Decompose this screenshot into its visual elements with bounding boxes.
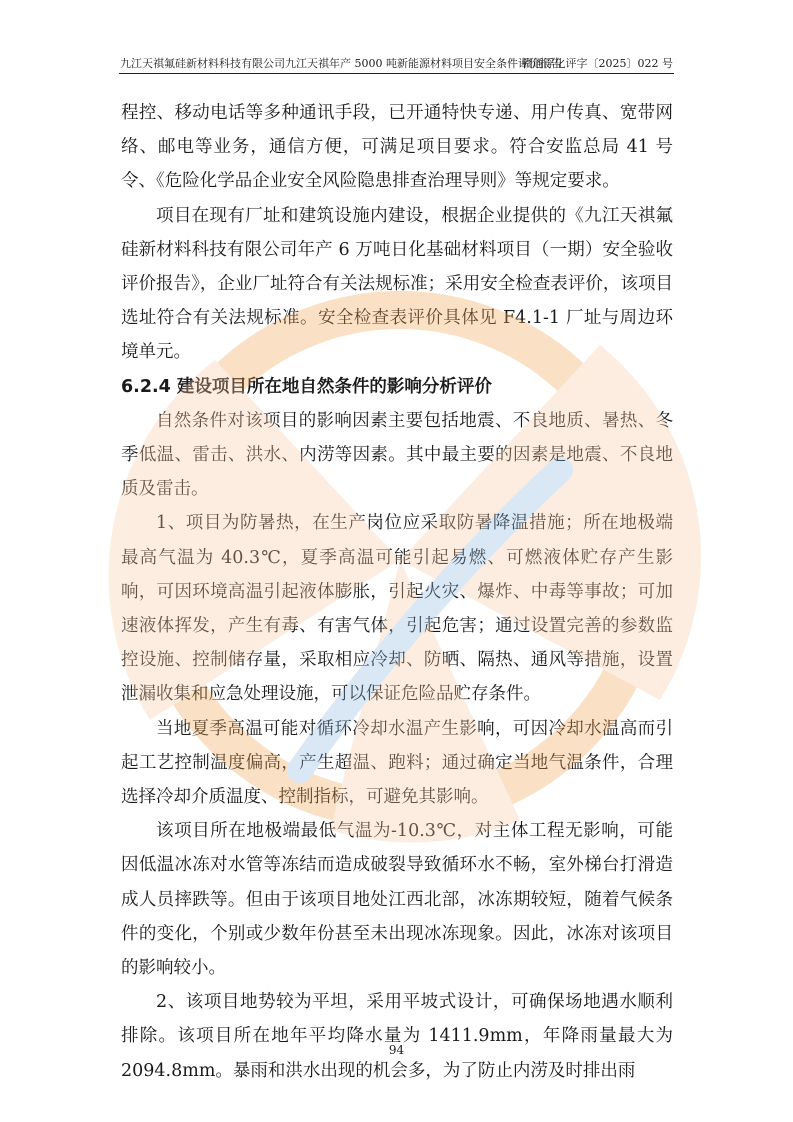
page-number: 94	[388, 1043, 405, 1057]
paragraph-site-selection: 项目在现有厂址和建筑设施内建设，根据企业提供的《九江天祺氟硅新材料科技有限公司年产 6 万吨日化基础材料项目（一期）安全验收评价报告》，企业厂址符合有关法规标准；采用安全检查表评价，该项目选址符合有关法规标准。安全检查表评价具体见 F4.1-1 厂址与周边环境单元。	[121, 205, 673, 363]
header-report-title: 九江天祺氟硅新材料科技有限公司九江天祺年产 5000 吨新能源材料项目安全条件评价报告	[120, 57, 562, 70]
section-heading-6-2-4: 6.2.4 建设项目所在地自然条件的影响分析评价	[121, 376, 492, 397]
paragraph-continuation: 程控、移动电话等多种通讯手段，已开通特快专递、用户传真、宽带网络、邮电等业务，通信方便，可满足项目要求。符合安监总局 41 号令、《危险化学品企业安全风险隐患排查治理导则》等规定要求。	[121, 103, 673, 192]
paragraph-heat: 1、项目为防暑热，在生产岗位应采取防暑降温措施；所在地极端最高气温为 40.3℃，夏季高温可能引起易燃、可燃液体贮存产生影响，可因环境高温引起液体膨胀，引起火灾、爆炸、中毒等事故；可加速液体挥发，产生有毒、有害气体，引起危害；通过设置完善的参数监控设施、控制储存量，采取相应冷却、防晒、隔热、通风等措施，设置泄漏收集和应急处理设施，可以保证危险品贮存条件。	[121, 513, 673, 705]
body-text	[121, 96, 673, 1088]
paragraph-terrain-rainfall: 2、该项目地势较为平坦，采用平坡式设计，可确保场地遇水顺利排除。该项目所在地年平均降水量为 1411.9mm，年降雨量最大为 2094.8mm。暴雨和洪水出现的机会多，为了防止内涝及时排出雨	[121, 992, 673, 1081]
header-report-number: 赣通浮化评字〔2025〕022 号	[521, 57, 673, 70]
page-header	[120, 56, 673, 72]
paragraph-low-temperature: 该项目所在地极端最低气温为-10.3℃，对主体工程无影响，可能因低温冰冻对水管等冻结而造成破裂导致循环水不畅，室外梯台打滑造成人员摔跌等。但由于该项目地处江西北部，冰冻期较短，随着气候条件的变化，个别或少数年份甚至未出现冰冻现象。因此，冰冻对该项目的影响较小。	[121, 821, 673, 979]
paragraph-natural-factors: 自然条件对该项目的影响因素主要包括地震、不良地质、暑热、冬季低温、雷击、洪水、内涝等因素。其中最主要的因素是地震、不良地质及雷击。	[121, 410, 673, 500]
paragraph-cooling-water: 当地夏季高温可能对循环冷却水温产生影响，可因冷却水温高而引起工艺控制温度偏高，产生超温、跑料；通过确定当地气温条件，合理选择冷却介质温度、控制指标，可避免其影响。	[121, 718, 673, 808]
header-divider	[119, 73, 674, 74]
